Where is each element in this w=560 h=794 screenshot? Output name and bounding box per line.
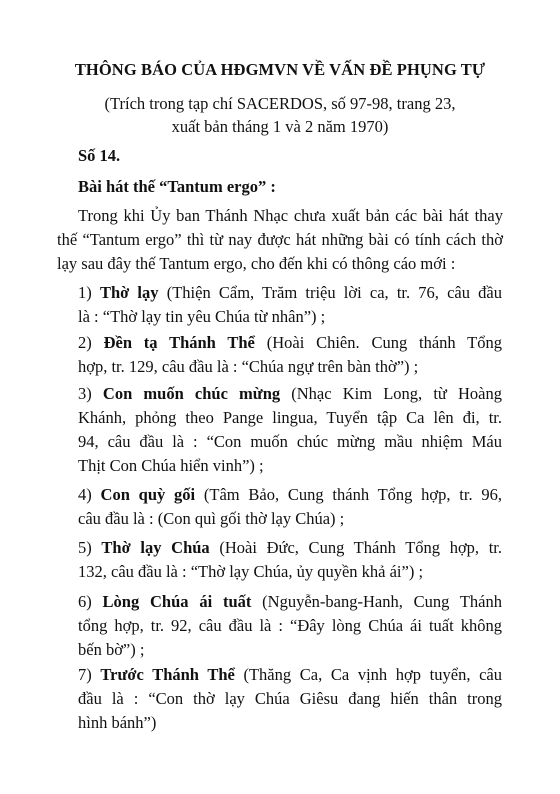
list-item-line: bến bờ”) ;	[78, 640, 145, 659]
song-title: Con quỳ gối	[100, 485, 196, 504]
list-item	[78, 536, 502, 584]
list-item-line: là : “Thờ lạy tin yêu Chúa từ nhân”) ;	[78, 307, 326, 326]
announcement-number: Số 14.	[78, 146, 121, 165]
list-item-line: Khánh, phỏng theo Pange lingua, Tuyển tập Ca lên đi, tr.	[78, 408, 502, 427]
list-item	[78, 281, 502, 329]
intro-line-2: thế “Tantum ergo” thì từ nay được hát những bài có tính cách thờ	[57, 230, 503, 249]
intro-line-3: lạy sau đây thế Tantum ergo, cho đến khi có thông cáo mới :	[57, 254, 456, 273]
list-item	[78, 483, 502, 531]
item-detail: (Nguyễn-bang-Hanh, Cung Thánh	[251, 592, 503, 611]
list-item-line: 132, câu đầu là : “Thờ lạy Chúa, ủy quyền khả ái”) ;	[78, 562, 424, 581]
item-number: 1)	[78, 283, 92, 302]
item-number: 5)	[78, 538, 92, 557]
item-detail: (Thăng Ca, Ca vịnh hợp tuyển, câu	[234, 665, 502, 684]
list-item	[78, 331, 502, 379]
song-title: Con muốn chúc mừng	[102, 384, 281, 403]
list-item	[78, 590, 502, 662]
song-title: Thờ lạy Chúa	[101, 538, 210, 557]
list-item-line: câu đầu là : (Con quì gối thờ lạy Chúa) ;	[78, 509, 345, 528]
song-title: Trước Thánh Thể	[100, 665, 235, 684]
list-item-line: Thịt Con Chúa hiển vinh”) ;	[78, 456, 264, 475]
item-detail: (Tâm Bảo, Cung thánh Tổng hợp, tr. 96,	[195, 485, 502, 504]
song-title: Thờ lạy	[99, 283, 159, 302]
section-heading: Bài hát thế “Tantum ergo” :	[78, 177, 276, 196]
list-item-line: hợp, tr. 129, câu đầu là : “Chúa ngự trên bàn thờ”) ;	[78, 357, 419, 376]
list-item-line: 94, câu đầu là : “Con muốn chúc mừng mầu nhiệm Máu	[78, 432, 502, 451]
song-title: Đền tạ Thánh Thể	[103, 333, 255, 352]
intro-line-1: Trong khi Ủy ban Thánh Nhạc chưa xuất bản các bài hát thay	[78, 206, 503, 225]
item-number: 2)	[78, 333, 92, 352]
list-item-line	[78, 331, 502, 355]
list-item-line	[78, 663, 502, 687]
item-detail: (Hoài Đức, Cung Thánh Tổng hợp, tr.	[209, 538, 503, 557]
list-item	[78, 382, 502, 478]
item-detail: (Thiện Cẩm, Trăm triệu lời ca, tr. 76, câu đầu	[158, 283, 503, 302]
list-item-line	[78, 590, 502, 614]
item-detail: (Hoài Chiên. Cung thánh Tổng	[254, 333, 503, 352]
list-item-line	[78, 536, 502, 560]
item-number: 7)	[78, 665, 92, 684]
item-number: 3)	[78, 384, 92, 403]
intro-paragraph	[57, 204, 503, 276]
list-item	[78, 663, 502, 735]
page-title: THÔNG BÁO CỦA HĐGMVN VỀ VẤN ĐỀ PHỤNG TỰ	[74, 60, 486, 79]
citation-line-2: xuất bản tháng 1 và 2 năm 1970)	[171, 117, 389, 136]
source-citation	[40, 92, 520, 138]
list-item-line	[78, 382, 502, 406]
item-detail: (Nhạc Kim Long, từ Hoàng	[280, 384, 502, 403]
list-item-line	[78, 281, 502, 305]
list-item-line: đầu là : “Con thờ lạy Chúa Giêsu đang hiến thân trong	[78, 689, 502, 708]
list-item-line: tổng hợp, tr. 92, câu đầu là : “Đây lòng Chúa ái tuất không	[78, 616, 502, 635]
list-item-line: hình bánh”)	[78, 713, 157, 732]
item-number: 6)	[78, 592, 92, 611]
song-title: Lòng Chúa ái tuất	[102, 592, 252, 611]
list-item-line	[78, 483, 502, 507]
item-number: 4)	[78, 485, 92, 504]
citation-line-1: (Trích trong tạp chí SACERDOS, số 97-98, trang 23,	[104, 94, 456, 113]
